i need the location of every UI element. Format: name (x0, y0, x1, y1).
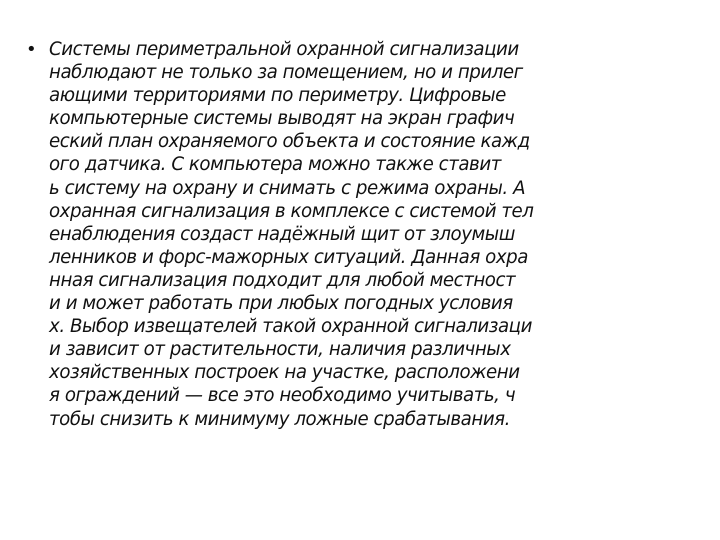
paragraph-line: тобы снизить к минимуму ложные срабатывания. (49, 408, 511, 430)
paragraph-line: еский план охраняемого объекта и состояние кажд (49, 131, 530, 153)
paragraph-line: нная сигнализация подходит для любой местност (49, 269, 516, 291)
paragraph-line: охранная сигнализация в комплексе с системой тел (49, 200, 534, 222)
bullet-paragraph (49, 38, 669, 431)
paragraph-line: ь систему на охрану и снимать с режима охраны. А (49, 177, 526, 199)
paragraph-line: и зависит от растительности, наличия различных (49, 339, 511, 361)
paragraph-line: я ограждений — все это необходимо учитывать, ч (49, 385, 516, 407)
paragraph-line: енаблюдения создаст надёжный щит от злоумыш (49, 223, 515, 245)
paragraph-line: хозяйственных построек на участке, расположени (49, 362, 520, 384)
bullet-marker: • (26, 39, 37, 60)
paragraph-line: наблюдают не только за помещением, но и прилег (49, 62, 523, 84)
paragraph-line: х. Выбор извещателей такой охранной сигнализаци (49, 316, 532, 338)
paragraph-line: ого датчика. С компьютера можно также ставит (49, 154, 501, 176)
paragraph-line: и и может работать при любых погодных условия (49, 293, 513, 315)
paragraph-line: компьютерные системы выводят на экран графич (49, 108, 515, 130)
paragraph-line: Системы периметральной охранной сигнализации (49, 39, 519, 60)
paragraph-line: ленников и форс-мажорных ситуаций. Данная охра (49, 246, 528, 268)
paragraph-line: ающими территориями по периметру. Цифровые (49, 85, 506, 107)
